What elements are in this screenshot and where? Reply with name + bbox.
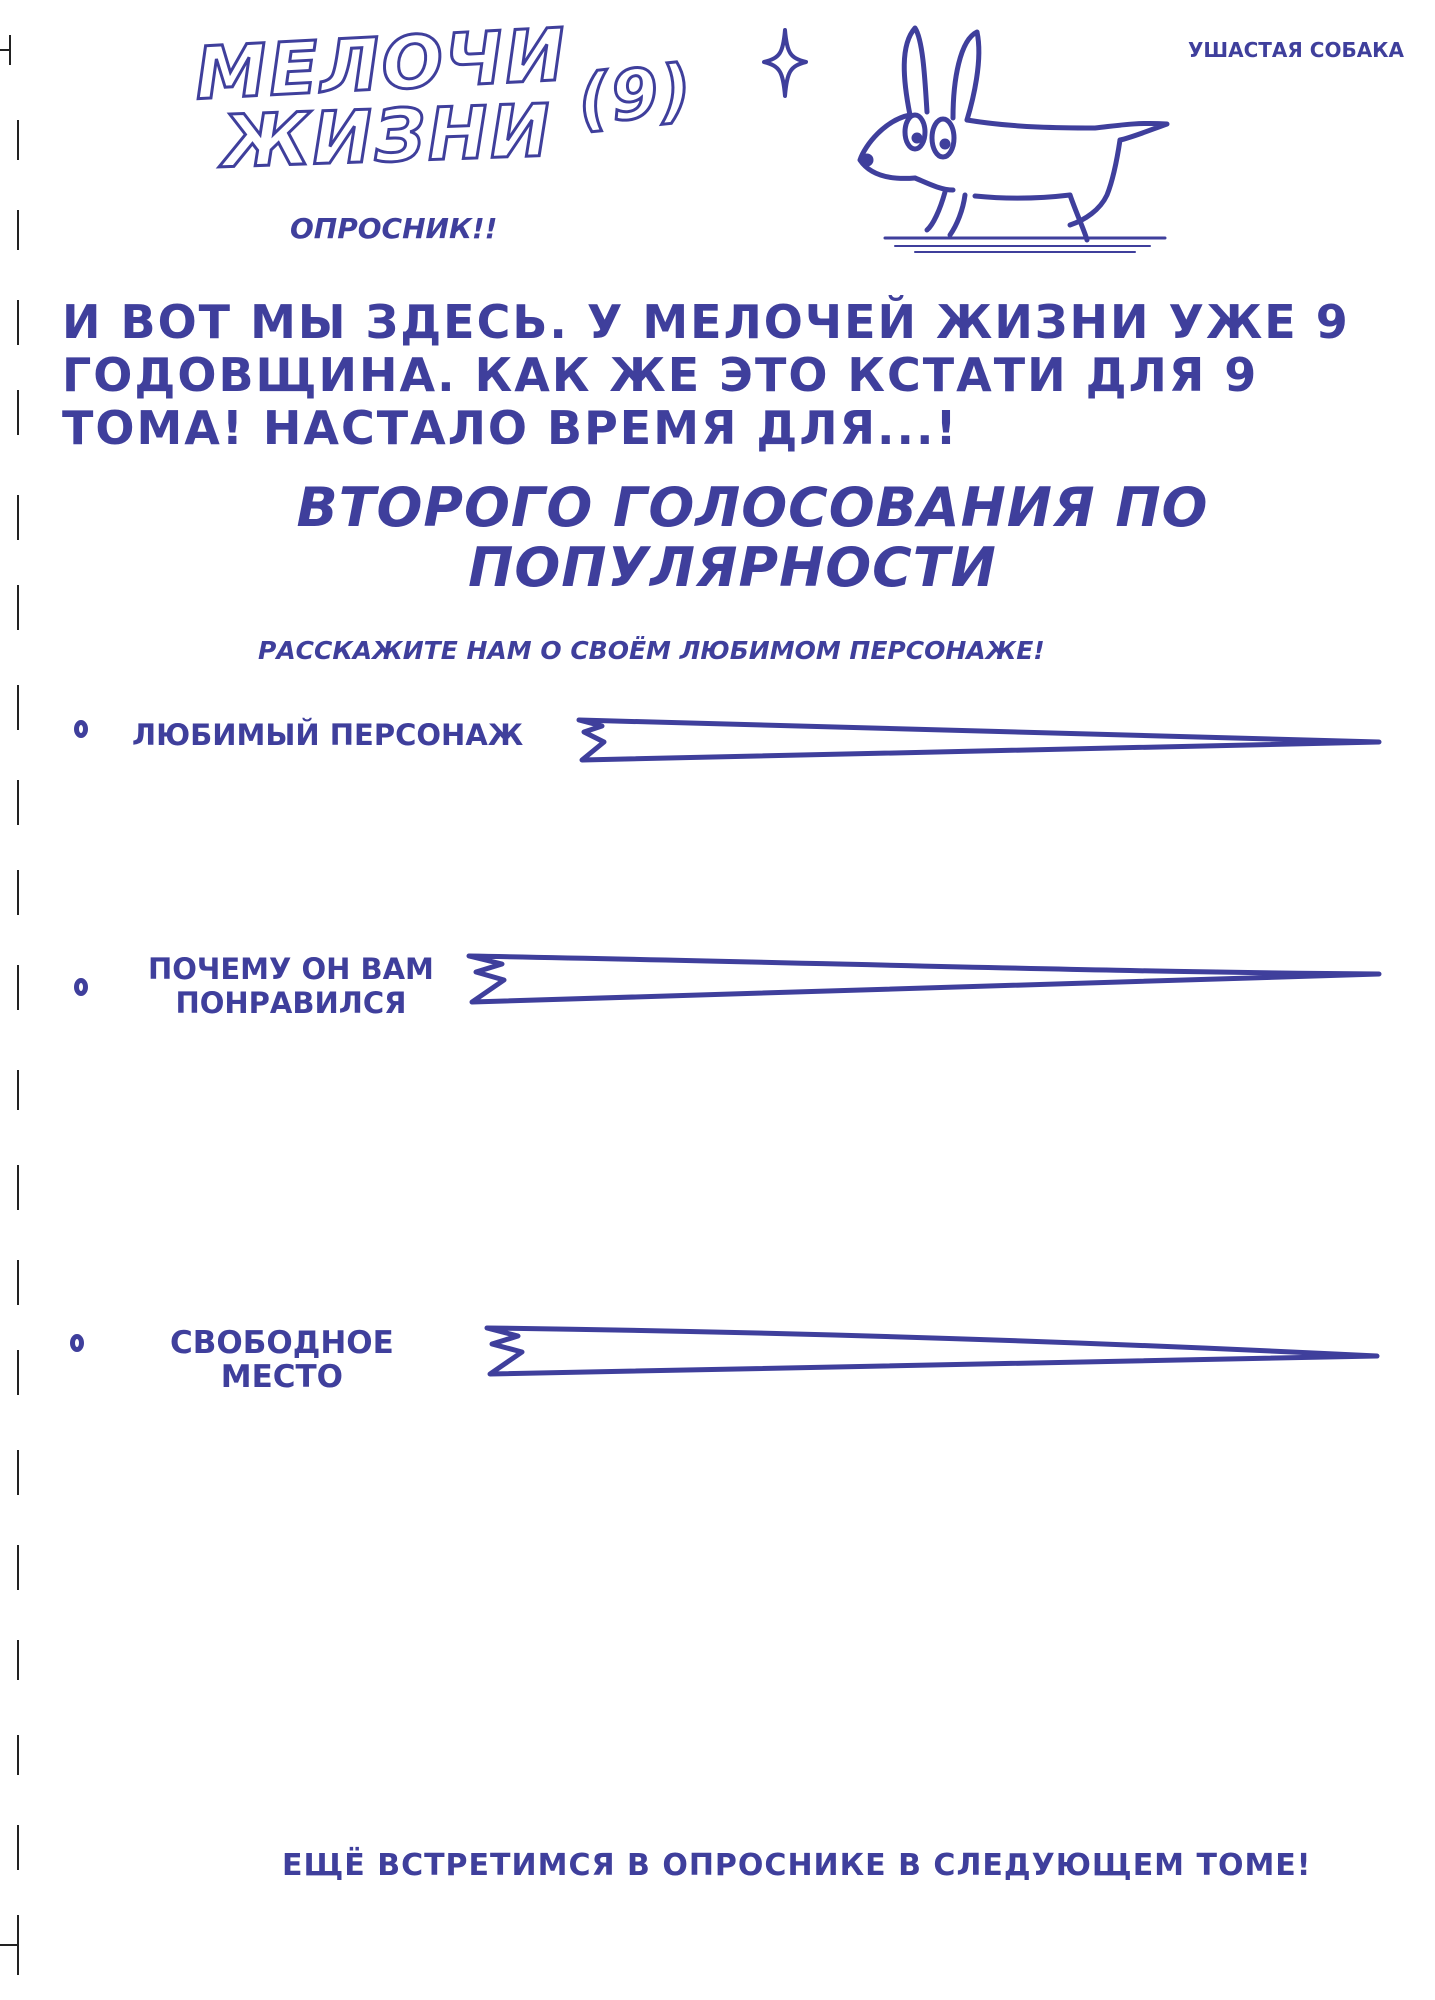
page-margin-ticks [0, 0, 30, 2000]
intro-text [62, 296, 1382, 455]
question-3-line-1: СВОБОДНОЕ [170, 1325, 394, 1361]
headline [0, 478, 1435, 598]
intro-line-3: ТОМА! НАСТАЛО ВРЕМЯ ДЛЯ...! [62, 401, 959, 455]
question-3-line-2: МЕСТО [220, 1359, 344, 1395]
bullet-icon [74, 720, 88, 738]
footer-text: ЕЩЁ ВСТРЕТИМСЯ В ОПРОСНИКЕ В СЛЕДУЮЩЕМ ТОМЕ! [282, 1848, 1312, 1883]
rabbit-dog-drawing [845, 20, 1175, 260]
question-3-label [170, 1326, 394, 1394]
question-2-line-1: ПОЧЕМУ ОН ВАМ [148, 952, 434, 986]
subtitle: ОПРОСНИК!! [290, 212, 498, 245]
question-3-answer-line[interactable] [482, 1322, 1382, 1382]
bullet-icon [74, 978, 88, 996]
question-2-line-2: ПОНРАВИЛСЯ [175, 986, 407, 1020]
intro-line-2: ГОДОВЩИНА. КАК ЖЕ ЭТО КСТАТИ ДЛЯ 9 [62, 348, 1259, 402]
volume-number: (9) [574, 50, 698, 141]
title-line-2: ЖИЗНИ [220, 88, 554, 184]
question-2-answer-line[interactable] [464, 950, 1384, 1010]
headline-line-1: ВТОРОГО ГОЛОСОВАНИЯ ПО [296, 476, 1209, 539]
question-1-label: ЛЮБИМЫЙ ПЕРСОНАЖ [132, 718, 524, 752]
title-line-1: МЕЛОЧИ [193, 12, 570, 116]
author-name: УШАСТАЯ СОБАКА [1188, 38, 1404, 62]
survey-prompt: РАССКАЖИТЕ НАМ О СВОЁМ ЛЮБИМОМ ПЕРСОНАЖЕ! [258, 636, 1045, 665]
sparkle-icon [760, 28, 810, 98]
question-2-label [148, 952, 434, 1020]
bullet-icon [70, 1334, 84, 1352]
headline-line-2: ПОПУЛЯРНОСТИ [468, 536, 997, 599]
intro-line-1: И ВОТ МЫ ЗДЕСЬ. У МЕЛОЧЕЙ ЖИЗНИ УЖЕ 9 [62, 295, 1350, 349]
question-1-answer-line[interactable] [574, 712, 1384, 772]
